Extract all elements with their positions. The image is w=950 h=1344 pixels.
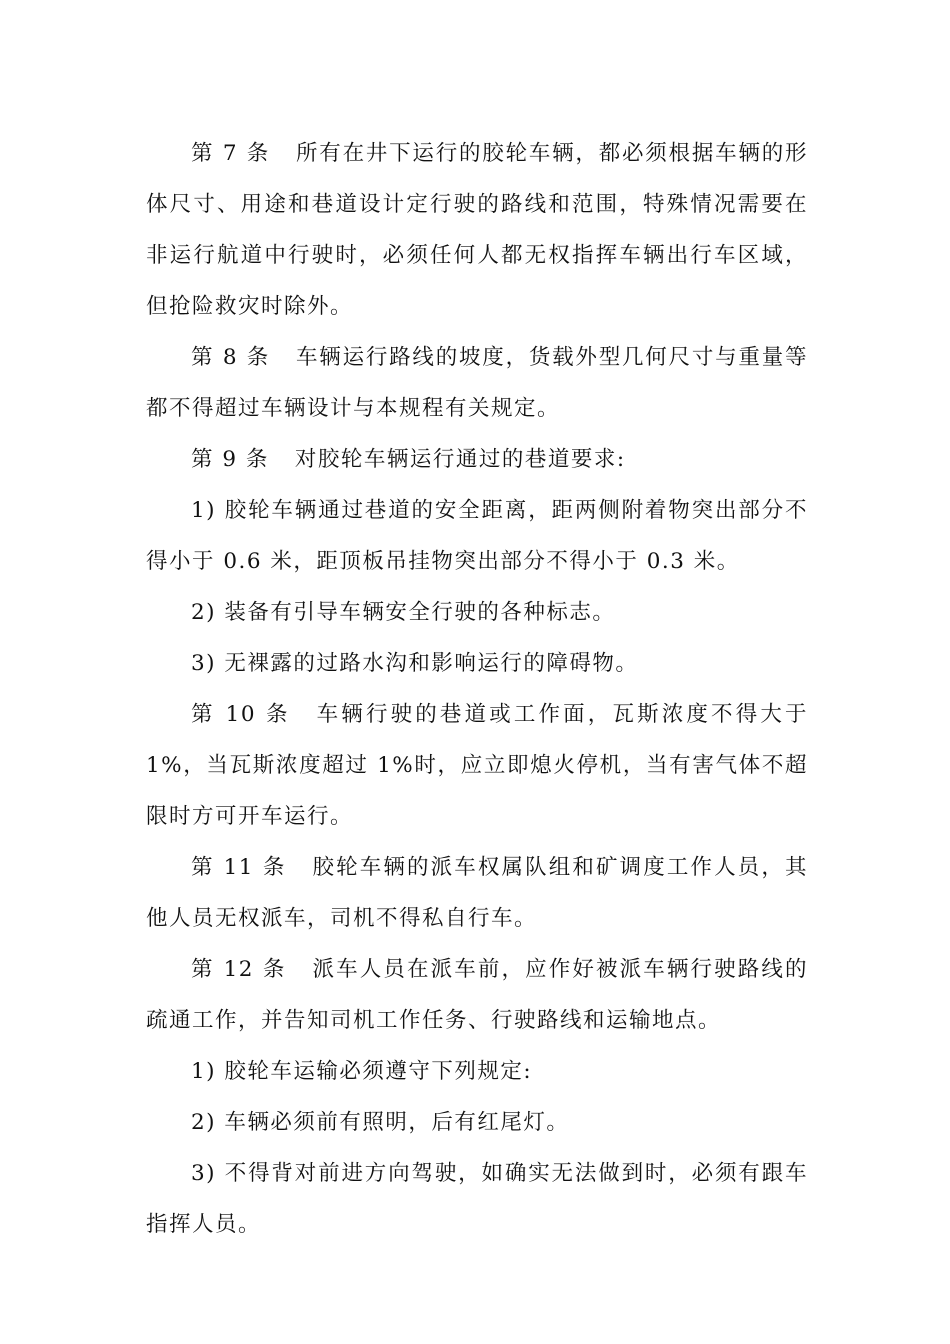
paragraph-text: 1) 胶轮车运输必须遵守下列规定: [191, 1059, 533, 1084]
list-item-12-2 [146, 1097, 808, 1148]
paragraph-article-10 [146, 689, 808, 842]
paragraph-text: 3) 不得背对前进方向驾驶，如确实无法做到时，必须有跟车指挥人员。 [146, 1161, 808, 1237]
paragraph-article-11 [146, 842, 808, 944]
document-body [146, 128, 808, 1250]
paragraph-article-12 [146, 944, 808, 1046]
paragraph-text: 所有在井下运行的胶轮车辆，都必须根据车辆的形体尺寸、用途和巷道设计定行驶的路线和范围，特殊情况需要在非运行航道中行驶时，必须任何人都无权指挥车辆出行车区域，但抢险救灾时除外。 [146, 141, 808, 319]
paragraph-text: 对胶轮车辆运行通过的巷道要求: [294, 447, 626, 472]
list-item-9-1 [146, 485, 808, 587]
article-number: 第 7 条 [191, 141, 270, 166]
list-item-9-2 [146, 587, 808, 638]
article-number: 第 10 条 [191, 702, 291, 727]
list-item-9-3 [146, 638, 808, 689]
paragraph-text: 2) 车辆必须前有照明，后有红尾灯。 [191, 1110, 570, 1135]
list-item-12-3 [146, 1148, 808, 1250]
list-item-12-1 [146, 1046, 808, 1097]
paragraph-text: 车辆行驶的巷道或工作面，瓦斯浓度不得大于 1%，当瓦斯浓度超过 1%时，应立即熄火停机，当有害气体不超限时方可开车运行。 [146, 702, 808, 829]
paragraph-text: 1) 胶轮车辆通过巷道的安全距离，距两侧附着物突出部分不得小于 0.6 米，距顶板吊挂物突出部分不得小于 0.3 米。 [146, 498, 808, 574]
article-number: 第 11 条 [191, 855, 287, 880]
paragraph-article-7 [146, 128, 808, 332]
paragraph-article-8 [146, 332, 808, 434]
paragraph-text: 车辆运行路线的坡度，货载外型几何尺寸与重量等都不得超过车辆设计与本规程有关规定。 [146, 345, 808, 421]
article-number: 第 12 条 [191, 957, 287, 982]
paragraph-text: 3) 无裸露的过路水沟和影响运行的障碍物。 [191, 651, 639, 676]
paragraph-article-9 [146, 434, 808, 485]
article-number: 第 9 条 [191, 447, 269, 472]
article-number: 第 8 条 [191, 345, 270, 370]
paragraph-text: 派车人员在派车前，应作好被派车辆行驶路线的疏通工作，并告知司机工作任务、行驶路线和运输地点。 [146, 957, 808, 1033]
paragraph-text: 2) 装备有引导车辆安全行驶的各种标志。 [191, 600, 616, 625]
paragraph-text: 胶轮车辆的派车权属队组和矿调度工作人员，其他人员无权派车，司机不得私自行车。 [146, 855, 808, 931]
